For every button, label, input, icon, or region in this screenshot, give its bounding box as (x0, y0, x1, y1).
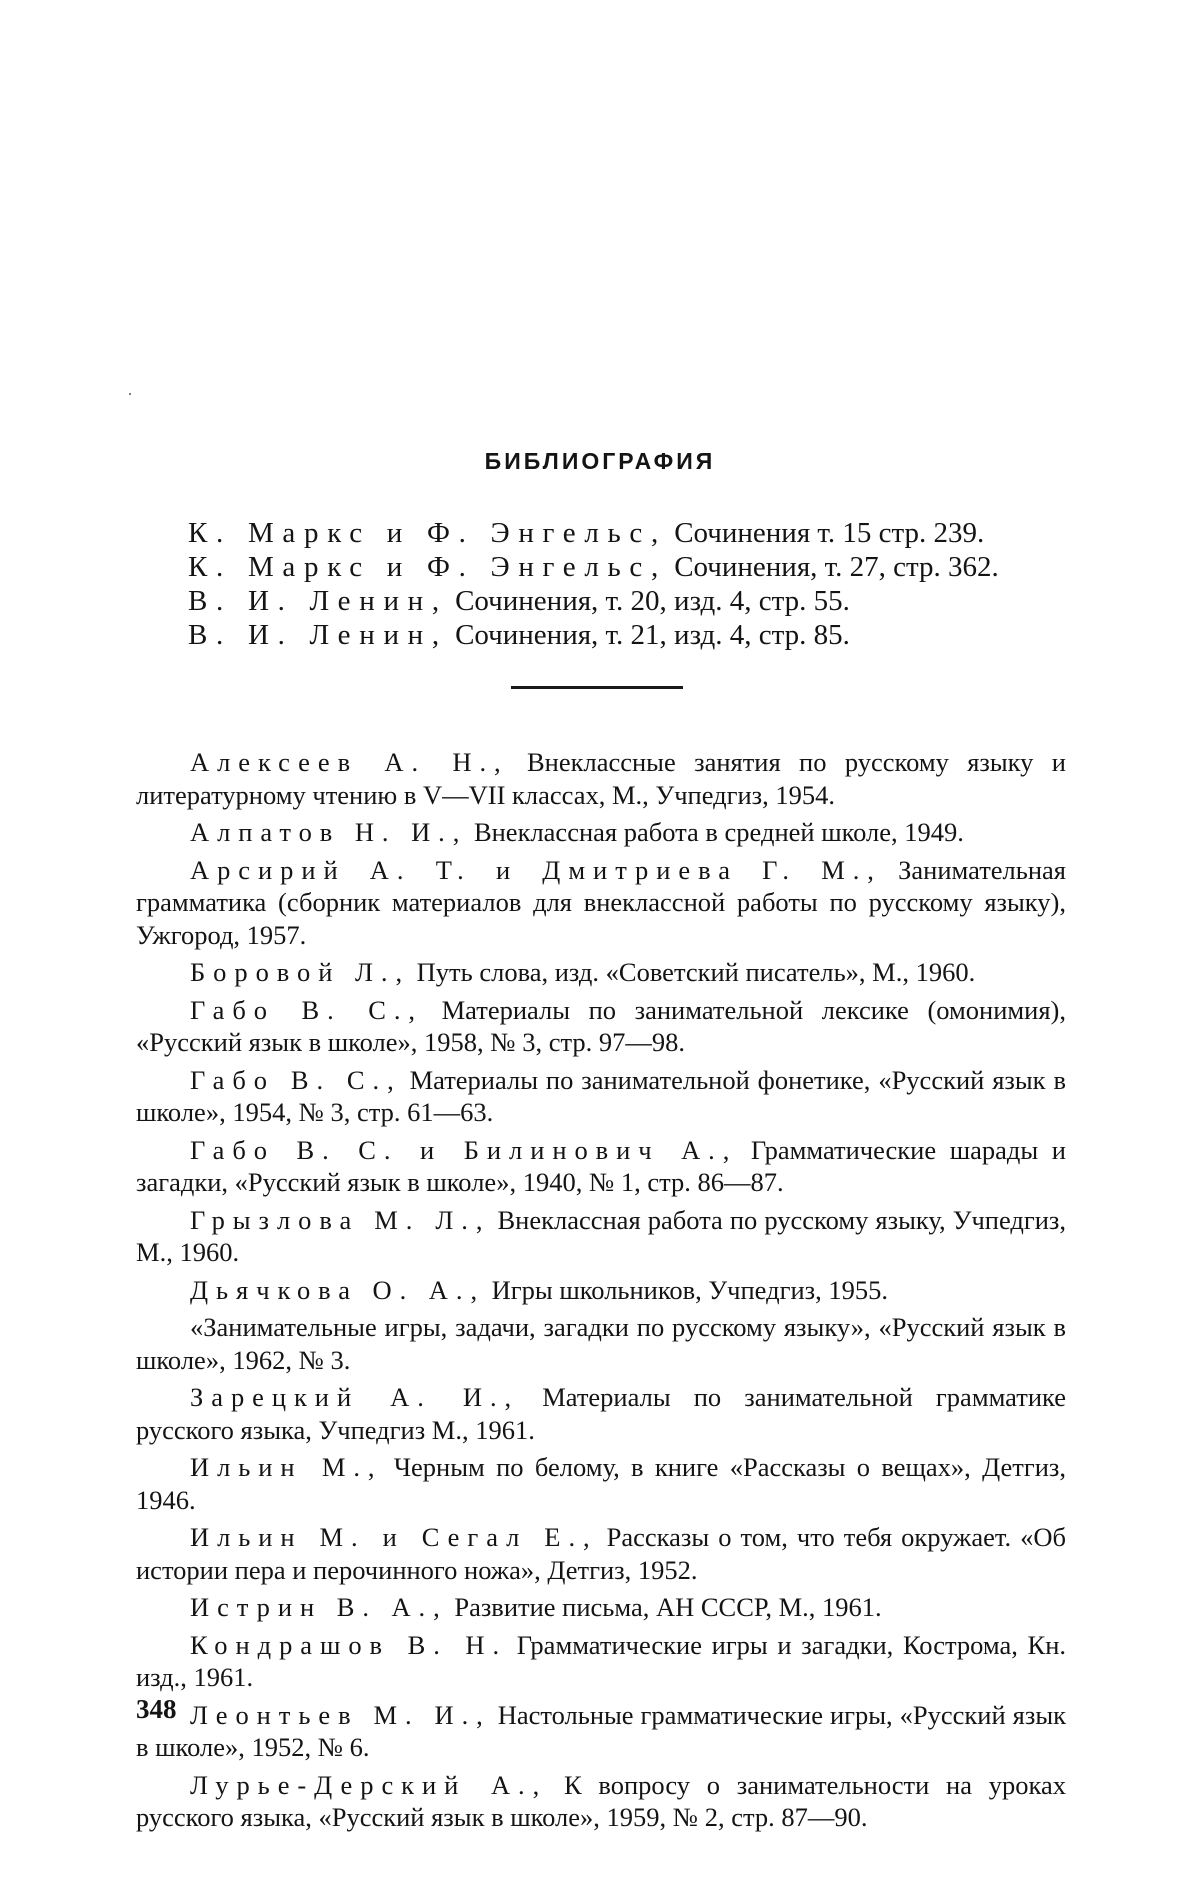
reference-entry (136, 956, 1066, 989)
section-divider (511, 686, 683, 689)
reference-author: Алпатов Н. И., (190, 817, 468, 847)
classics-list (188, 516, 1048, 652)
reference-author: Леонтьев М. И., (190, 1699, 491, 1730)
reference-author: Алексеев А. Н., (190, 747, 509, 777)
reference-author: Арсирий А. Т. и Дмитриева Г. М., (190, 854, 882, 885)
reference-entry (136, 1591, 1066, 1624)
reference-author: Грызлова М. Л., (190, 1204, 491, 1235)
reference-entry (136, 746, 1066, 811)
classic-author: В. И. Ленин, (188, 619, 448, 651)
classic-text: Сочинения т. 15 стр. 239. (666, 517, 985, 549)
reference-entry (136, 1699, 1066, 1764)
reference-author: Зарецкий А. И., (190, 1382, 520, 1412)
reference-entry (136, 1629, 1066, 1694)
reference-entry (136, 1134, 1066, 1199)
classic-author: К. Маркс и Ф. Энгельс, (188, 517, 667, 549)
classic-text: Сочинения, т. 20, изд. 4, стр. 55. (447, 585, 850, 617)
reference-text: Рассказы о том, что тебя окружает. «Об истории пера и перочинного ножа», Детгиз, 1952. (136, 1522, 1066, 1585)
reference-entry (136, 1311, 1066, 1376)
reference-author: Габо В. С., (190, 994, 424, 1025)
reference-text: Развитие письма, АН СССР, М., 1961. (447, 1592, 882, 1622)
reference-text: Черным по белому, в книге «Рассказы о вещах», Детгиз, 1946. (136, 1452, 1066, 1515)
reference-text: «Занимательные игры, задачи, загадки по русскому языку», «Русский язык в школе», 1962, № 3. (136, 1312, 1066, 1375)
page-number: 348 (136, 1694, 177, 1724)
reference-text: Материалы по занимательной фонетике, «Русский язык в школе», 1954, № 3, стр. 61—63. (136, 1064, 1066, 1127)
reference-text: Настольные грамматические игры, «Русский язык в школе», 1952, № 6. (136, 1699, 1066, 1762)
print-speck (129, 393, 131, 395)
classic-author: В. И. Ленин, (188, 585, 448, 617)
reference-entry (136, 1521, 1066, 1586)
reference-text: Материалы по занимательной грамматике русского языка, Учпедгиз М., 1961. (136, 1382, 1066, 1445)
reference-author: Габо В. С. и Билинович А., (190, 1134, 738, 1165)
reference-text: Внеклассные занятия по русскому языку и литературному чтению в V—VII классах, М., Учпедгиз, 1954. (136, 747, 1066, 810)
reference-entry (136, 1274, 1066, 1307)
reference-entry (136, 1204, 1066, 1269)
reference-text: Грамматические игры и загадки, Кострома, Кн. изд., 1961. (136, 1629, 1067, 1692)
page-title: БИБЛИОГРАФИЯ (484, 448, 716, 474)
reference-text: Материалы по занимательной лексике (омонимия), «Русский язык в школе», 1958, № 3, стр. 97—98. (136, 994, 1066, 1057)
reference-entry (136, 1769, 1066, 1834)
reference-author: Лурье-Дерский А., (190, 1769, 548, 1800)
reference-author: Ильин М., (190, 1452, 383, 1482)
classic-entry (188, 550, 1048, 584)
reference-entry (136, 994, 1066, 1059)
reference-author: Габо В. С., (190, 1064, 402, 1095)
reference-text: К вопросу о занимательности на уроках русского языка, «Русский язык в школе», 1959, № 2, стр. 87—90. (136, 1769, 1066, 1832)
reference-author: Истрин В. А., (190, 1592, 448, 1622)
reference-text: Путь слова, изд. «Советский писатель», М., 1960. (410, 957, 976, 987)
classic-entry (188, 618, 1048, 652)
reference-entry (136, 854, 1066, 952)
reference-entry (136, 816, 1066, 849)
classic-entry (188, 584, 1048, 618)
classic-text: Сочинения, т. 21, изд. 4, стр. 85. (447, 619, 850, 651)
reference-entry (136, 1064, 1066, 1129)
reference-author: Кондрашов В. Н. (190, 1629, 508, 1660)
reference-entry (136, 1451, 1066, 1516)
reference-author: Боровой Л., (190, 957, 411, 987)
reference-text: Грамматические шарады и загадки, «Русский язык в школе», 1940, № 1, стр. 86—87. (136, 1134, 1066, 1197)
reference-author: Дьячкова О. А., (190, 1274, 486, 1305)
classic-text: Сочинения, т. 27, стр. 362. (666, 551, 999, 583)
reference-author: Ильин М. и Сегал Е., (190, 1522, 598, 1552)
classic-author: К. Маркс и Ф. Энгельс, (188, 551, 667, 583)
reference-list (136, 746, 1066, 1839)
reference-text: Внеклассная работа в средней школе, 1949. (467, 817, 964, 847)
classic-entry (188, 516, 1048, 550)
reference-text: Занимательная грамматика (сборник материалов для внеклассной работы по русскому языку), Ужгород, 1957. (136, 854, 1066, 950)
reference-text: Игры школьников, Учпедгиз, 1955. (485, 1274, 888, 1305)
reference-entry (136, 1381, 1066, 1446)
reference-text: Внеклассная работа по русскому языку, Учпедгиз, М., 1960. (136, 1204, 1067, 1267)
